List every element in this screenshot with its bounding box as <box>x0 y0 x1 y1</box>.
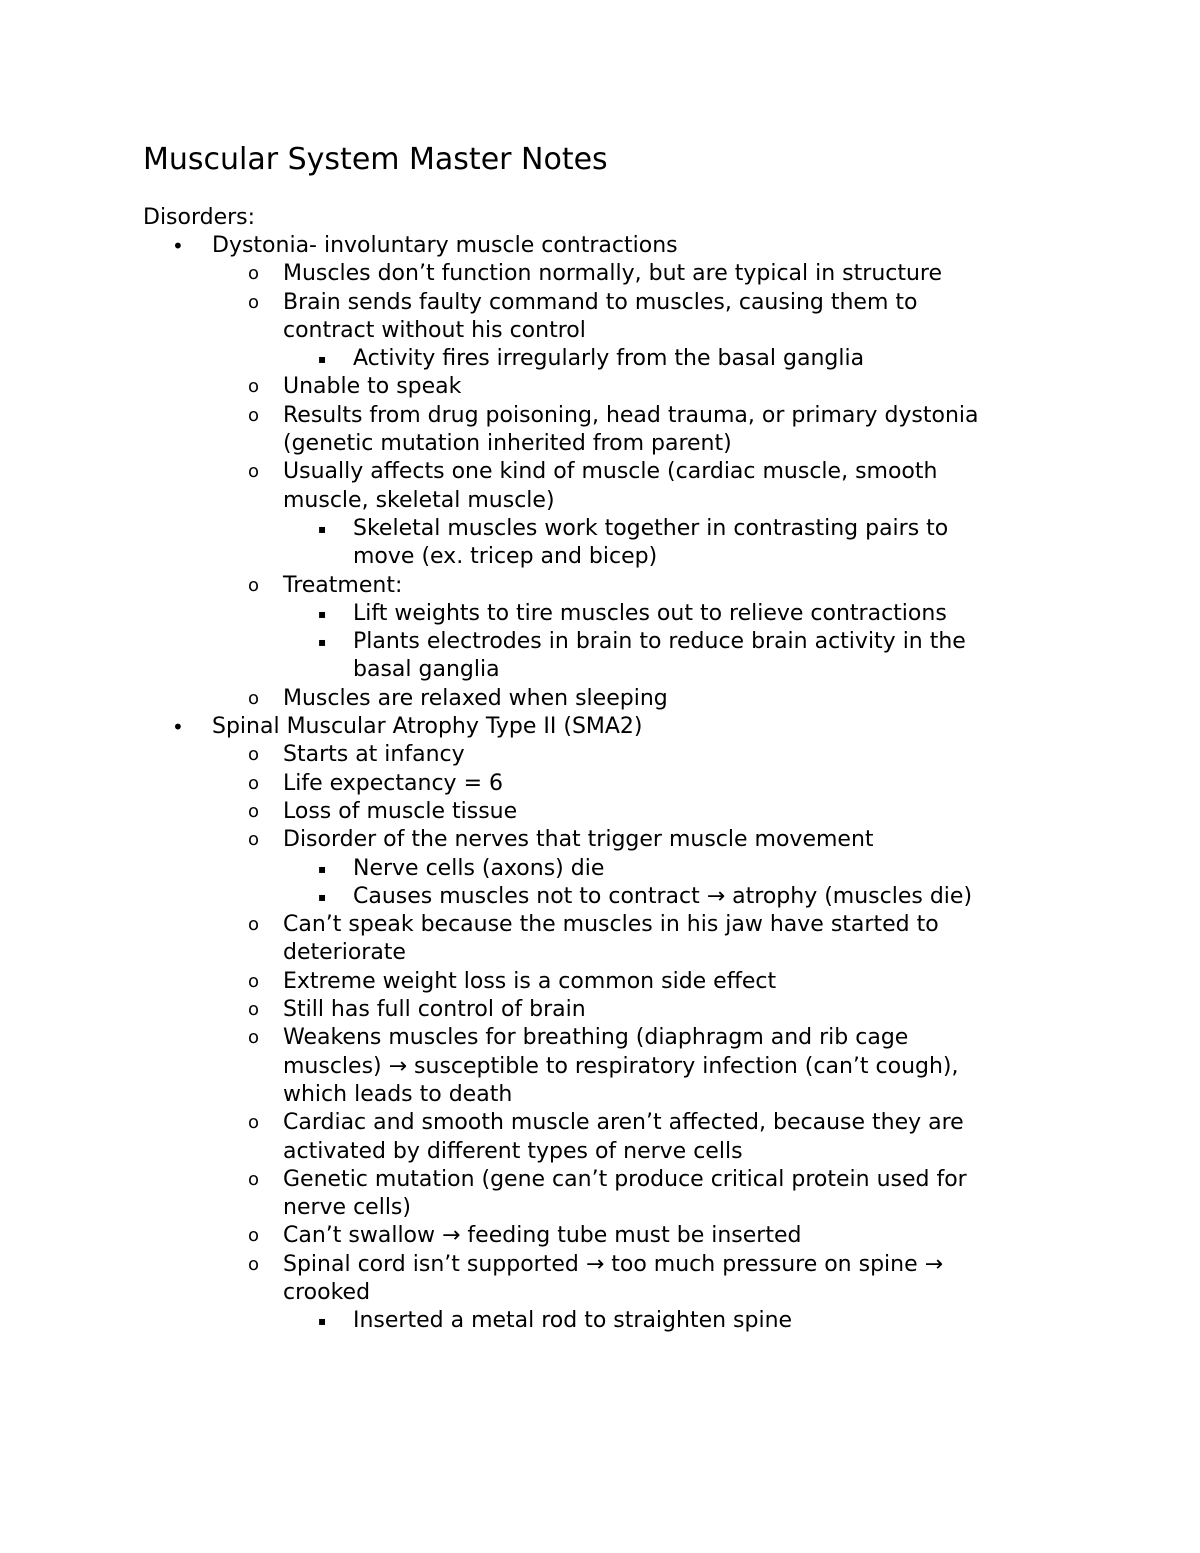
list-item-text: move (ex. tricep and bicep) <box>353 544 658 570</box>
list-item-text: contract without his control <box>283 317 586 343</box>
list-item-text: Can’t speak because the muscles in his jaw have started to <box>283 912 939 938</box>
list-item-level-3 <box>0 515 1200 543</box>
list-item-level-3 <box>0 855 1200 883</box>
list-item-text: Loss of muscle tissue <box>283 798 518 824</box>
list-item-level-1 <box>0 713 1200 741</box>
list-item-level-2 <box>0 770 1200 798</box>
bullet-marker-level-3: ▪ <box>318 1314 327 1329</box>
list-item-text: Skeletal muscles work together in contrasting pairs to <box>353 515 949 541</box>
list-item-text: Muscles don’t function normally, but are typical in structure <box>283 261 943 287</box>
document-title: Muscular System Master Notes <box>143 142 608 177</box>
list-item-level-2 <box>0 1024 1200 1052</box>
list-item-text: Spinal cord isn’t supported → too much pressure on spine → <box>283 1251 944 1277</box>
bullet-marker-level-2: o <box>248 574 260 596</box>
bullet-marker-level-2: o <box>248 687 260 709</box>
list-item-text: Muscles are relaxed when sleeping <box>283 685 668 711</box>
bullet-marker-level-2: o <box>248 744 260 766</box>
list-item-level-2 <box>0 458 1200 486</box>
list-item-level-2 <box>0 1109 1200 1137</box>
list-item-continuation <box>0 487 1200 515</box>
list-item-continuation <box>0 1081 1200 1109</box>
list-item-level-3 <box>0 883 1200 911</box>
list-item-text: Weakens muscles for breathing (diaphragm and rib cage <box>283 1025 909 1051</box>
list-item-continuation <box>0 317 1200 345</box>
list-item-continuation <box>0 1194 1200 1222</box>
bullet-marker-level-3: ▪ <box>318 889 327 904</box>
list-item-text: Cardiac and smooth muscle aren’t affected, because they are <box>283 1110 964 1136</box>
bullet-marker-level-2: o <box>248 999 260 1021</box>
list-item-text: Causes muscles not to contract → atrophy (muscles die) <box>353 883 973 909</box>
list-item-text: muscle, skeletal muscle) <box>283 487 555 513</box>
bullet-marker-level-2: o <box>248 263 260 285</box>
bullet-marker-level-2: o <box>248 291 260 313</box>
bullet-marker-level-3: ▪ <box>318 635 327 650</box>
list-item-text: muscles) → susceptible to respiratory infection (can’t cough), <box>283 1053 959 1079</box>
list-item-text: Disorder of the nerves that trigger muscle movement <box>283 827 874 853</box>
bullet-marker-level-3: ▪ <box>318 352 327 367</box>
list-item-level-3 <box>0 600 1200 628</box>
bullet-marker-level-2: o <box>248 772 260 794</box>
list-item-text: which leads to death <box>283 1081 513 1107</box>
list-item-level-2 <box>0 289 1200 317</box>
bullet-marker-level-3: ▪ <box>318 521 327 536</box>
list-item-level-3 <box>0 628 1200 656</box>
list-item-text: Can’t swallow → feeding tube must be inserted <box>283 1223 802 1249</box>
list-item-level-3 <box>0 1307 1200 1335</box>
bullet-marker-level-2: o <box>248 914 260 936</box>
list-item-text: Spinal Muscular Atrophy Type II (SMA2) <box>212 714 643 740</box>
list-item-level-2 <box>0 968 1200 996</box>
list-item-text: Lift weights to tire muscles out to relieve contractions <box>353 600 947 626</box>
list-item-level-2 <box>0 826 1200 854</box>
list-item-text: crooked <box>283 1279 371 1305</box>
list-item-level-2 <box>0 798 1200 826</box>
list-item-text: Activity fires irregularly from the basal ganglia <box>353 346 865 372</box>
list-item-continuation <box>0 543 1200 571</box>
list-item-level-2 <box>0 1166 1200 1194</box>
bullet-marker-level-2: o <box>248 1225 260 1247</box>
bullet-marker-level-2: o <box>248 970 260 992</box>
list-item-continuation <box>0 1279 1200 1307</box>
list-item-text: Life expectancy = 6 <box>283 770 503 796</box>
list-item-continuation <box>0 939 1200 967</box>
list-item-level-2 <box>0 996 1200 1024</box>
list-item-continuation <box>0 1053 1200 1081</box>
list-item-text: Brain sends faulty command to muscles, causing them to <box>283 289 918 315</box>
bullet-marker-level-1: • <box>172 715 184 740</box>
bullet-marker-level-1: • <box>172 234 184 258</box>
notes-list <box>0 232 1200 1336</box>
list-item-text: Inserted a metal rod to straighten spine <box>353 1308 793 1334</box>
bullet-marker-level-2: o <box>248 461 260 483</box>
list-item-text: Nerve cells (axons) die <box>353 855 605 881</box>
list-item-text: Usually affects one kind of muscle (cardiac muscle, smooth <box>283 459 938 485</box>
bullet-marker-level-2: o <box>248 1112 260 1134</box>
bullet-marker-level-2: o <box>248 1027 260 1049</box>
list-item-level-2 <box>0 402 1200 430</box>
bullet-marker-level-2: o <box>248 404 260 426</box>
section-heading: Disorders: <box>143 205 256 230</box>
list-item-text: deteriorate <box>283 940 406 966</box>
list-item-level-2 <box>0 260 1200 288</box>
list-item-continuation <box>0 430 1200 458</box>
list-item-level-3 <box>0 345 1200 373</box>
list-item-level-1 <box>0 232 1200 260</box>
bullet-marker-level-2: o <box>248 829 260 851</box>
list-item-text: (genetic mutation inherited from parent) <box>283 431 732 457</box>
list-item-level-2 <box>0 373 1200 401</box>
list-item-text: Dystonia- involuntary muscle contractions <box>212 233 678 258</box>
list-item-level-2 <box>0 1251 1200 1279</box>
bullet-marker-level-2: o <box>248 1168 260 1190</box>
list-item-text: basal ganglia <box>353 657 500 683</box>
bullet-marker-level-2: o <box>248 800 260 822</box>
bullet-marker-level-2: o <box>248 376 260 398</box>
list-item-level-2 <box>0 685 1200 713</box>
list-item-level-2 <box>0 572 1200 600</box>
list-item-text: Plants electrodes in brain to reduce brain activity in the <box>353 629 966 655</box>
list-item-level-2 <box>0 741 1200 769</box>
bullet-marker-level-3: ▪ <box>318 861 327 876</box>
list-item-continuation <box>0 656 1200 684</box>
list-item-text: Results from drug poisoning, head trauma, or primary dystonia <box>283 402 979 428</box>
list-item-continuation <box>0 1138 1200 1166</box>
list-item-text: Extreme weight loss is a common side effect <box>283 968 777 994</box>
list-item-text: Unable to speak <box>283 374 462 400</box>
bullet-marker-level-2: o <box>248 1253 260 1275</box>
list-item-level-2 <box>0 911 1200 939</box>
list-item-text: Still has full control of brain <box>283 997 586 1023</box>
list-item-text: Genetic mutation (gene can’t produce critical protein used for <box>283 1166 967 1192</box>
list-item-text: activated by different types of nerve cells <box>283 1138 743 1164</box>
list-item-text: nerve cells) <box>283 1195 411 1221</box>
list-item-text: Treatment: <box>283 572 403 598</box>
list-item-level-2 <box>0 1222 1200 1250</box>
list-item-text: Starts at infancy <box>283 742 465 768</box>
bullet-marker-level-3: ▪ <box>318 606 327 621</box>
